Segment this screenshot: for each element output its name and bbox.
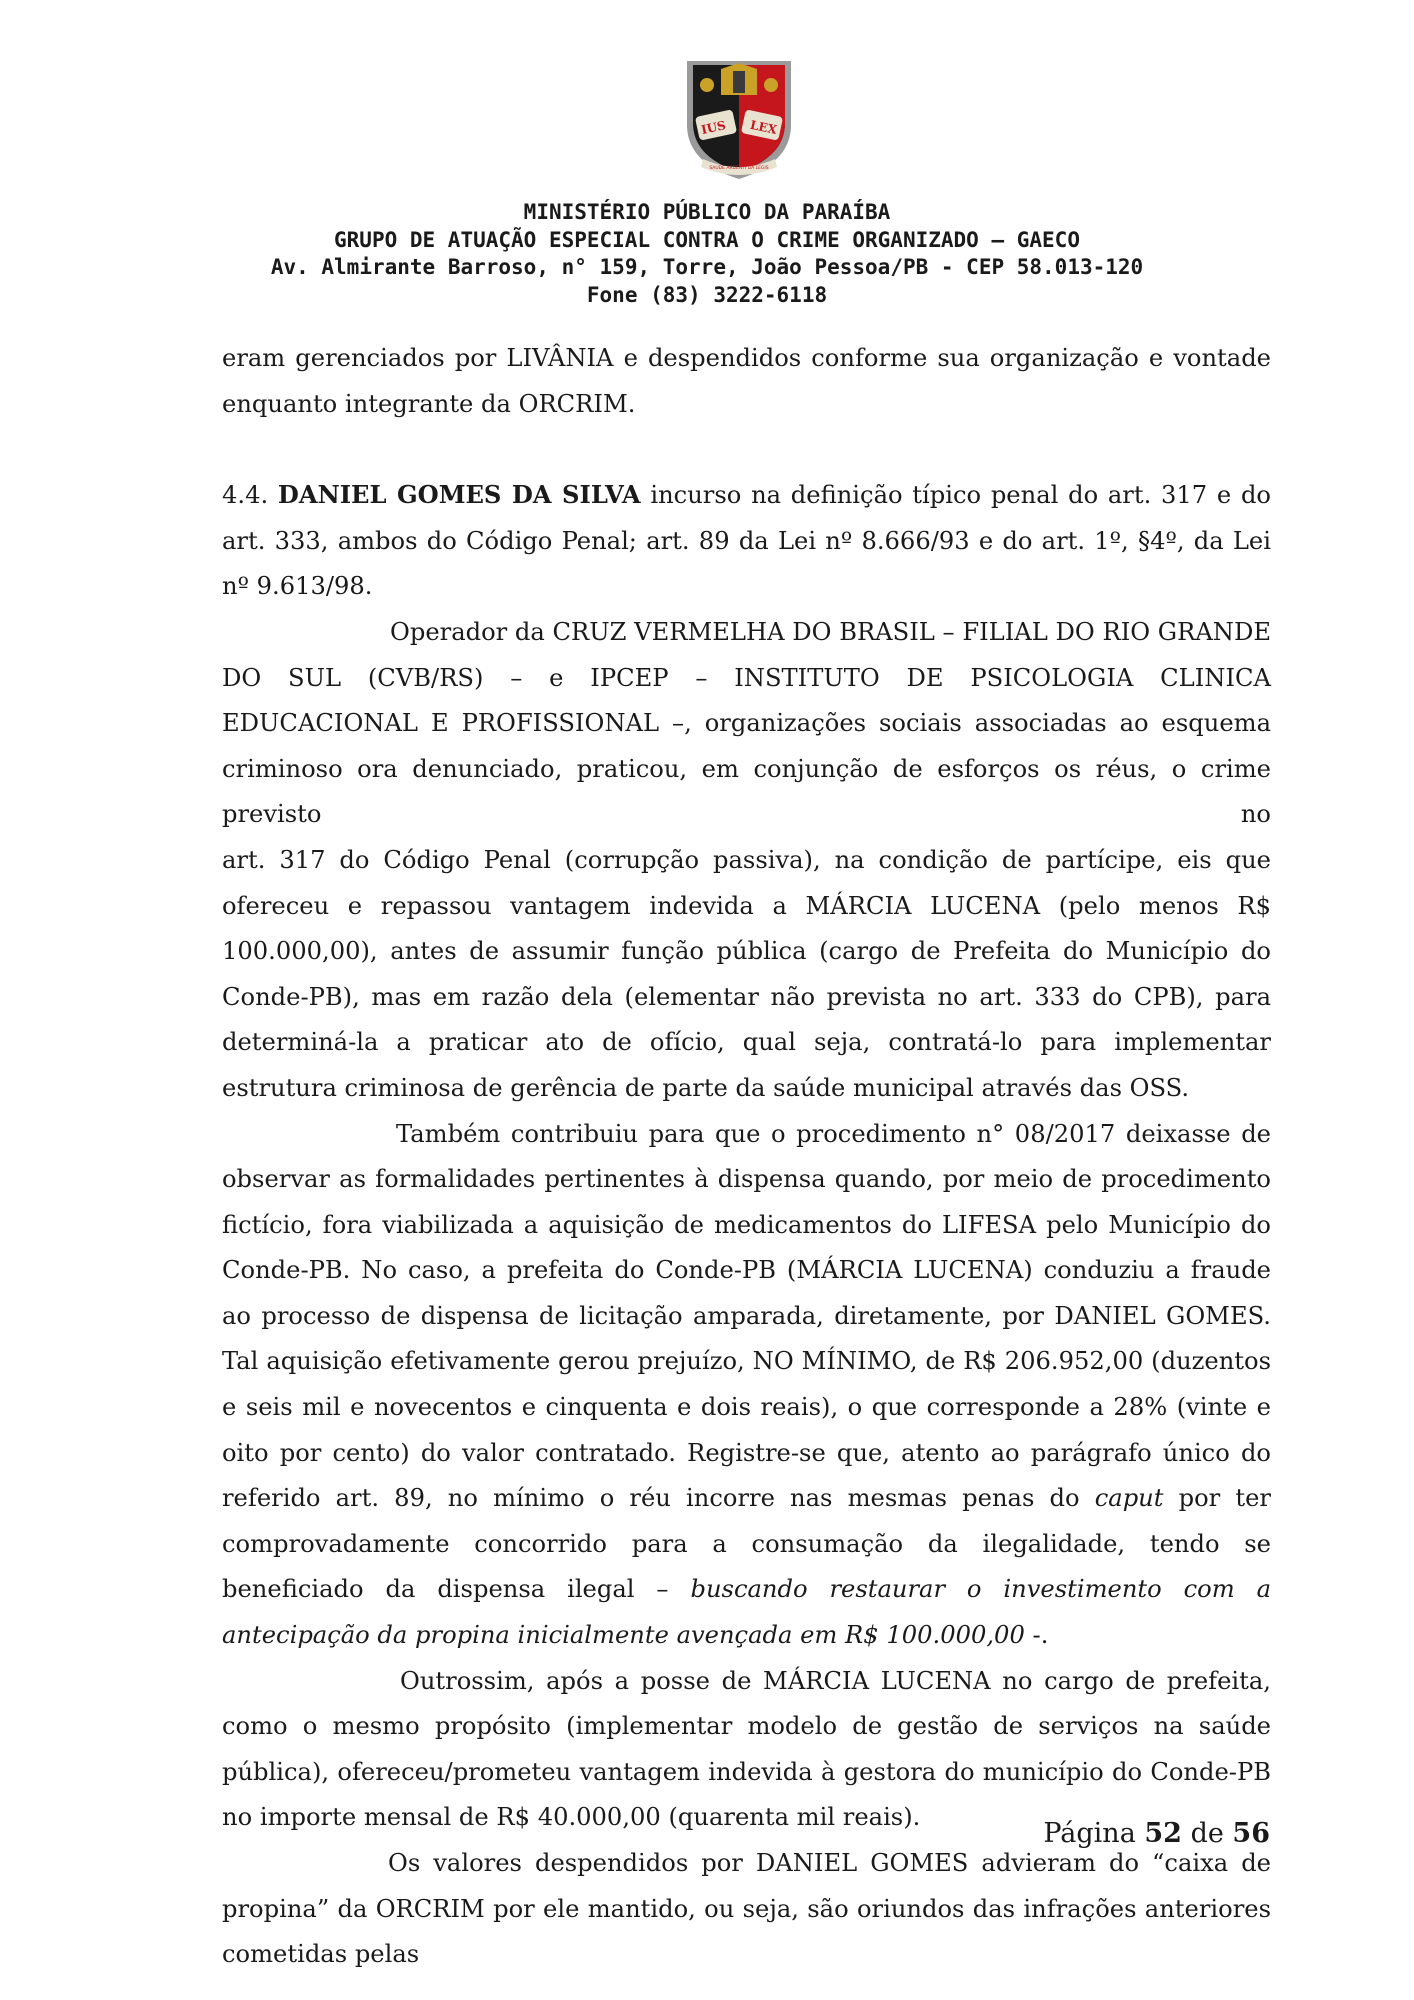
page-label: Página [1043, 1818, 1136, 1849]
emblem-ius-text: IUS [699, 118, 728, 137]
paragraph-3a: Operador da CRUZ VERMELHA DO BRASIL – FILIAL DO RIO GRANDE DO SUL (CVB/RS) – e IPCEP – INSTITUTO DE PSICOLOGIA CLINICA EDUCACIONAL E PROFISSIONAL –, organizações sociais associadas ao esquema criminoso ora denunciado, praticou, em conjunção de esforços os réus, o crime previsto no [222, 617, 1271, 829]
paragraph-4-text: Também contribuiu para que o procedimento n° 08/2017 deixasse de observar as formalidades pertinentes à dispensa quando, por meio de procedimento fictício, fora viabilizada a aquisição de medicamentos do LIFESA pelo Município do Conde-PB. No caso, a prefeita do Conde-PB (MÁRCIA LUCENA) conduziu a fraude ao processo de dispensa de licitação amparada, diretamente, por DANIEL GOMES. Tal aquisição efetivamente gerou prejuízo, NO MÍNIMO, de R$ 206.952,00 (duzentos e seis mil e novecentos e cinquenta e dois reais), o que corresponde a 28% (vinte e oito por cento) do valor contratado. Registre-se que, atento ao parágrafo único do referido art. 89, no mínimo o réu incorre nas mesmas penas do [222, 1119, 1271, 1513]
paragraph-4-italic: buscando restaurar o investimento com a antecipação da propina inicialmente avençada em R$ 100.000,00 [222, 1575, 1272, 1650]
gaeco-emblem [677, 55, 801, 183]
letterhead-phone: Fone (83) 3222-6118 [586, 282, 828, 307]
paragraph-1: eram gerenciados por LIVÂNIA e despendidos conforme sua organização e vontade enquanto integrante da ORCRIM. [222, 344, 1271, 418]
paragraph-4-text-b: por ter comprovadamente concorrido para a consumação da ilegalidade, tendo se beneficiado da dispensa ilegal – [222, 1484, 1271, 1604]
emblem-ribbon-text: SAUDE ARDENTI DA LEGIS [709, 166, 769, 171]
paragraph-4 [222, 1112, 1271, 1659]
letterhead-institution: MINISTÉRIO PÚBLICO DA PARAÍBA [523, 200, 891, 224]
paragraph-4-end: -. [1024, 1621, 1049, 1650]
total-pages: 56 [1232, 1818, 1270, 1849]
defendant-name: DANIEL GOMES DA SILVA [277, 480, 641, 510]
paragraph-defendant-heading [222, 472, 1271, 610]
letterhead-group: GRUPO DE ATUAÇÃO ESPECIAL CONTRA O CRIME ORGANIZADO – GAECO [334, 227, 1080, 252]
letterhead-address: Av. Almirante Barroso, n° 159, Torre, João Pessoa/PB - CEP 58.013-120 [270, 255, 1144, 279]
letterhead [0, 199, 1414, 309]
caput-term: caput [1094, 1484, 1164, 1513]
page-footer [1043, 1818, 1270, 1849]
defendant-charges: incurso na definição típico penal do art. 317 e do art. 333, ambos do Código Penal; art. 89 da Lei nº 8.666/93 e do art. 1º, §4º, da Lei nº 9.613/98. [222, 481, 1271, 601]
emblem-lex-text: LEX [748, 117, 779, 138]
document-body [222, 336, 1271, 1978]
page-number: 52 [1144, 1818, 1182, 1849]
section-number: 4.4. [222, 481, 278, 510]
of-label: de [1190, 1818, 1224, 1849]
paragraph-6: Os valores despendidos por DANIEL GOMES advieram do “caixa de propina” da ORCRIM por ele mantido, ou seja, são oriundos das infrações anteriores cometidas pelas [222, 1849, 1271, 1969]
paragraph-3b: art. 317 do Código Penal (corrupção passiva), na condição de partícipe, eis que ofereceu e repassou vantagem indevida a MÁRCIA LUCENA (pelo menos R$ 100.000,00), antes de assumir função pública (cargo de Prefeita do Município do Conde-PB), mas em razão dela (elementar não prevista no art. 333 do CPB), para determiná-la a praticar ato de ofício, qual seja, contratá-lo para implementar estrutura criminosa de gerência de parte da saúde municipal através das OSS. [222, 845, 1271, 1102]
paragraph-5: Outrossim, após a posse de MÁRCIA LUCENA no cargo de prefeita, como o mesmo propósito (implementar modelo de gestão de serviços na saúde pública), ofereceu/prometeu vantagem indevida à gestora do município do Conde-PB no importe mensal de R$ 40.000,00 (quarenta mil reais). [222, 1666, 1271, 1832]
